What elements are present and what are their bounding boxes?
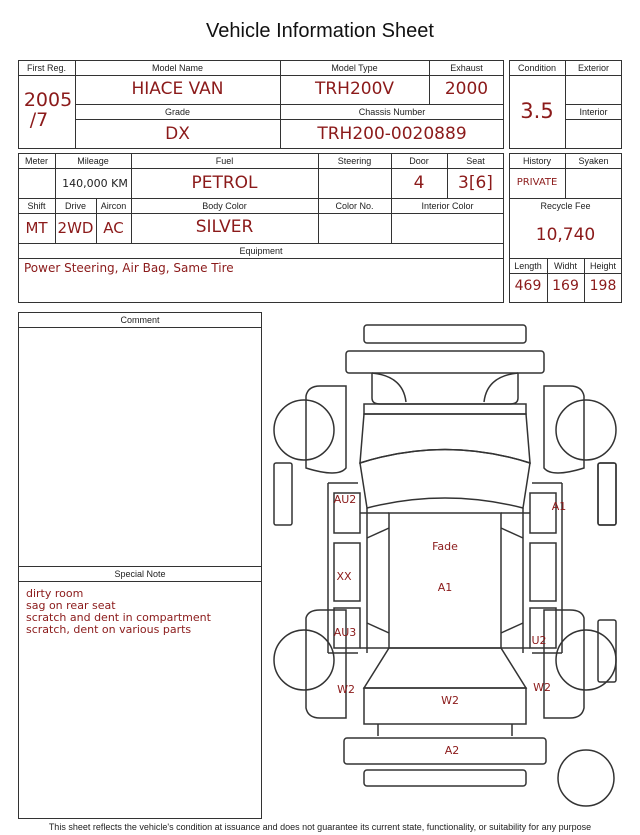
model-type-label: Model Type [331,63,378,73]
first-reg-year: 2005 [23,89,73,111]
equipment-value: Power Steering, Air Bag, Same Tire [24,261,234,275]
vehicle-damage-diagram [268,318,630,823]
damage-mark-au2: AU2 [333,493,357,506]
damage-mark-a1-center: A1 [437,581,453,594]
special-note-item: scratch and dent in compartment [26,611,211,624]
meter-label: Meter [24,156,48,166]
fuel-value: PETROL [191,173,258,193]
width-value: 169 [552,278,579,294]
special-note-item: scratch, dent on various parts [26,623,192,636]
length-label: Length [514,261,542,271]
syaken-label: Syaken [578,156,609,166]
disclaimer-footer: This sheet reflects the vehicle's condition at issuance and does not guarantee its current state, functionality, or suitability for any purpose [48,822,592,832]
height-value: 198 [589,278,617,294]
grade-value: DX [165,124,190,144]
damage-mark-xx: XX [336,570,352,583]
drive-value: 2WD [57,219,94,237]
width-label: Widht [553,261,577,271]
recycle-fee-value: 10,740 [535,225,596,245]
condition-score: 3.5 [520,99,554,123]
damage-mark-w2-left: W2 [337,683,355,696]
seat-label: Seat [466,156,485,166]
interior-color-label: Interior Color [421,201,474,211]
height-label: Height [589,261,616,271]
damage-mark-a2: A2 [444,744,460,757]
recycle-fee-label: Recycle Fee [540,201,591,211]
seat-value: 3[6] [458,173,493,193]
door-label: Door [409,156,429,166]
mileage-value: 140,000 KM [62,177,128,190]
steering-label: Steering [337,156,372,166]
chassis-number-value: TRH200-0020889 [317,124,467,144]
body-color-label: Body Color [202,201,247,211]
condition-label: Condition [517,63,557,73]
special-notes-list [26,588,211,636]
exhaust-value: 2000 [444,79,489,99]
drive-label: Drive [64,201,86,211]
fuel-label: Fuel [215,156,234,166]
exhaust-label: Exhaust [450,63,483,73]
chassis-number-label: Chassis Number [358,107,426,117]
damage-mark-w2-right: W2 [533,681,551,694]
special-note-item: dirty room [26,587,84,600]
damage-mark-u2: U2 [531,634,547,647]
equipment-label: Equipment [239,246,283,256]
interior-label: Interior [579,107,608,117]
color-no-label: Color No. [335,201,374,211]
damage-mark-fade: Fade [432,540,458,553]
comment-label: Comment [120,315,160,325]
special-note-label: Special Note [114,569,166,579]
first-reg-label: First Reg. [26,63,66,73]
damage-mark-a1-right: A1 [551,500,567,513]
length-value: 469 [514,278,542,294]
damage-mark-w2-center: W2 [441,694,459,707]
mileage-label: Mileage [77,156,109,166]
history-label: History [522,156,551,166]
grade-label: Grade [164,107,190,117]
history-value: PRIVATE [516,177,558,188]
door-value: 4 [413,173,425,193]
page-title: Vehicle Information Sheet [206,20,434,42]
shift-value: MT [25,219,48,237]
exterior-label: Exterior [577,63,609,73]
special-note-item: sag on rear seat [26,599,116,612]
shift-label: Shift [27,201,46,211]
aircon-value: AC [103,219,124,237]
model-name-label: Model Name [151,63,204,73]
first-reg-month: /7 [29,109,49,131]
model-type-value: TRH200V [314,79,395,99]
model-name-value: HIACE VAN [131,79,224,99]
damage-mark-au3: AU3 [333,626,357,639]
body-color-value: SILVER [195,217,254,237]
aircon-label: Aircon [100,201,127,211]
